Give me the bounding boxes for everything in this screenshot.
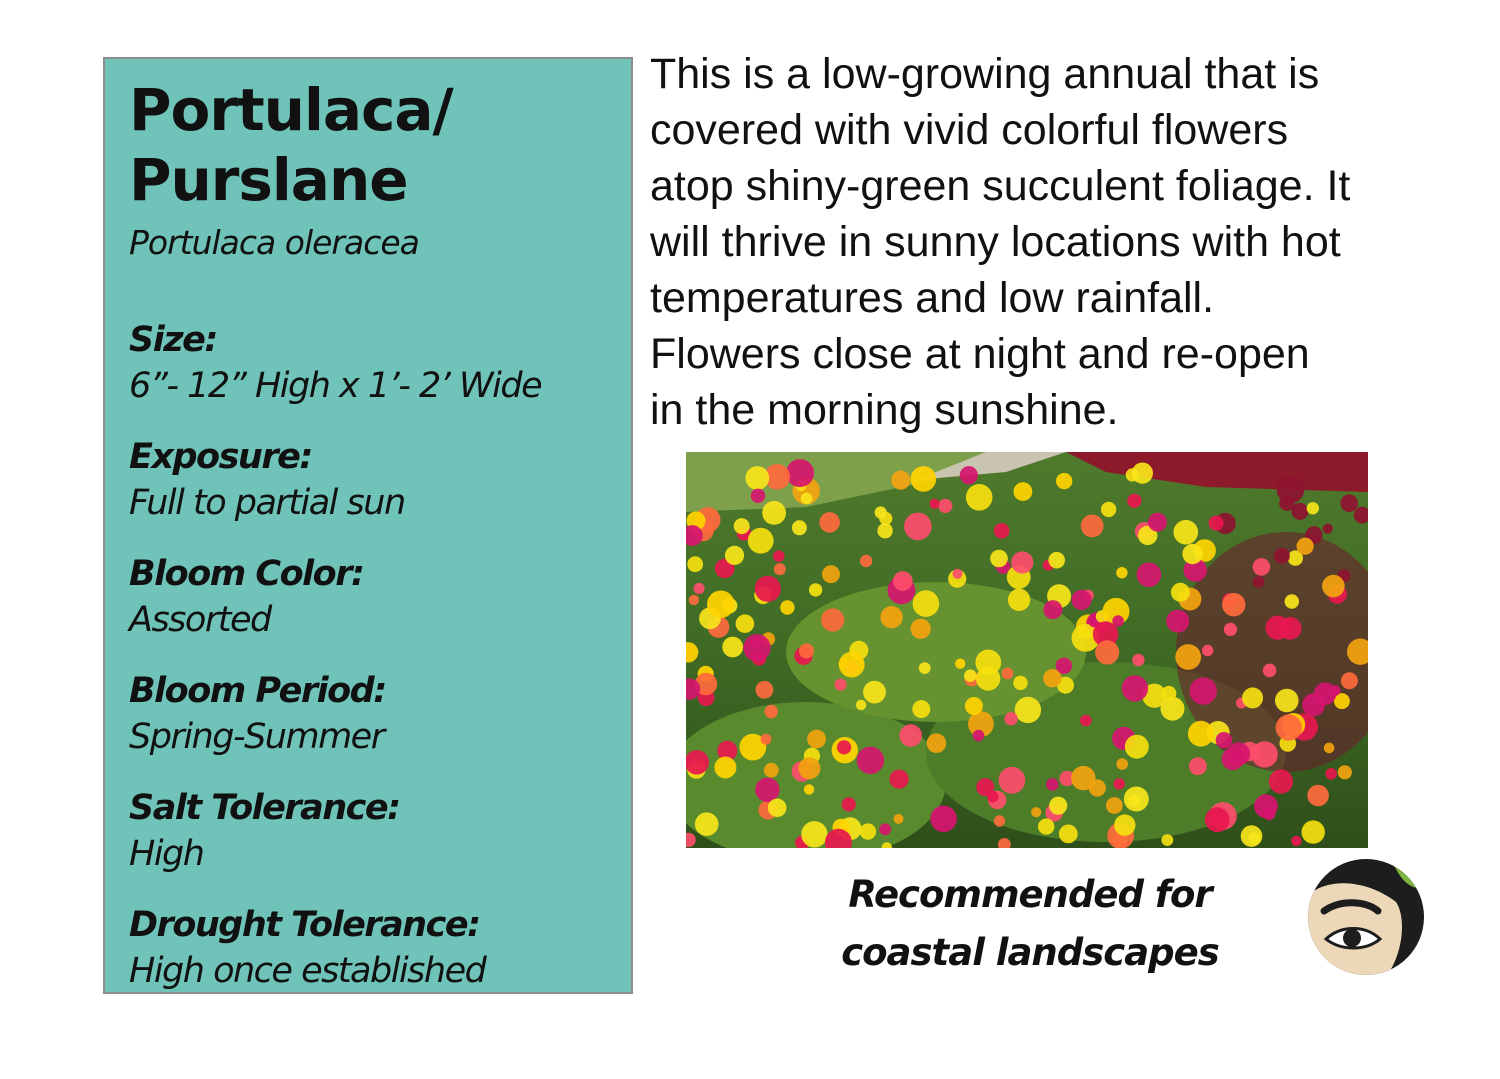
plant-name-line2: Purslane bbox=[129, 146, 408, 214]
salt-tolerance-attribute bbox=[129, 785, 629, 877]
tagline-line1: Recommended for bbox=[848, 873, 1212, 916]
bloom-period-value: Spring-Summer bbox=[129, 717, 384, 757]
tagline-line2: coastal landscapes bbox=[841, 931, 1219, 974]
bloom-color-value: Assorted bbox=[129, 600, 271, 640]
description-line: covered with vivid colorful flowers bbox=[650, 106, 1289, 154]
salt-tolerance-label: Salt Tolerance: bbox=[129, 788, 400, 828]
plant-info-panel bbox=[103, 57, 633, 994]
plant-scientific-name: Portulaca oleracea bbox=[129, 223, 419, 262]
drought-tolerance-value: High once established bbox=[129, 951, 486, 991]
description-line: atop shiny-green succulent foliage. It bbox=[650, 162, 1351, 210]
coastal-recommendation bbox=[820, 866, 1240, 982]
plant-description bbox=[650, 46, 1480, 438]
face-eye-logo-icon bbox=[1306, 857, 1426, 977]
bloom-color-attribute bbox=[129, 551, 629, 643]
description-line: This is a low-growing annual that is bbox=[650, 50, 1320, 98]
drought-tolerance-label: Drought Tolerance: bbox=[129, 905, 480, 945]
description-line: Flowers close at night and re-open bbox=[650, 330, 1310, 378]
size-attribute bbox=[129, 317, 629, 409]
salt-tolerance-value: High bbox=[129, 834, 204, 874]
flower-bed-photo bbox=[686, 452, 1368, 848]
plant-name-line1: Portulaca/ bbox=[129, 76, 453, 144]
size-label: Size: bbox=[129, 320, 217, 360]
exposure-label: Exposure: bbox=[129, 437, 312, 477]
bloom-period-label: Bloom Period: bbox=[129, 671, 386, 711]
size-value: 6”- 12” High x 1’- 2’ Wide bbox=[129, 366, 542, 406]
plant-common-name bbox=[129, 75, 453, 215]
exposure-attribute bbox=[129, 434, 629, 526]
description-line: temperatures and low rainfall. bbox=[650, 274, 1215, 322]
description-line: in the morning sunshine. bbox=[650, 386, 1119, 434]
exposure-value: Full to partial sun bbox=[129, 483, 405, 523]
bloom-color-label: Bloom Color: bbox=[129, 554, 364, 594]
description-line: will thrive in sunny locations with hot bbox=[650, 218, 1341, 266]
bloom-period-attribute bbox=[129, 668, 629, 760]
drought-tolerance-attribute bbox=[129, 902, 629, 994]
